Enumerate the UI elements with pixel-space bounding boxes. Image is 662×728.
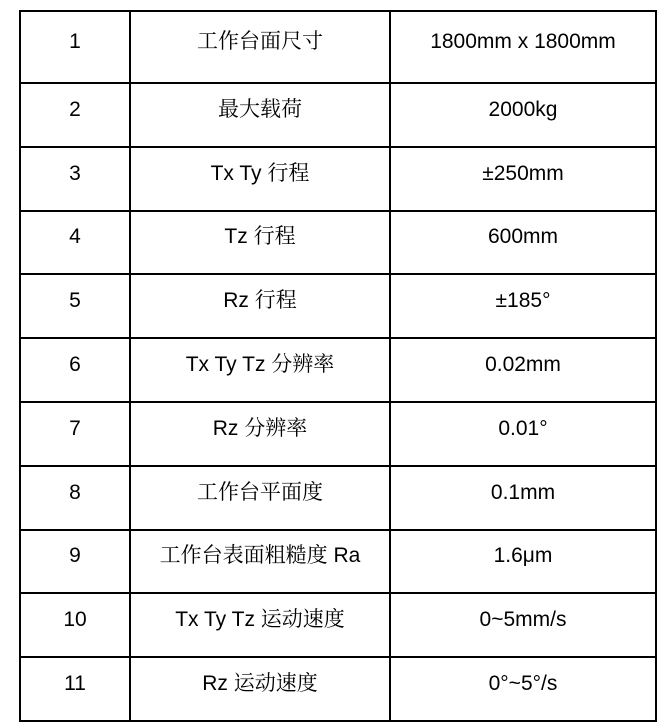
row-number-cell: 9 (20, 530, 130, 594)
row-number-cell: 3 (20, 147, 130, 211)
table-row (20, 530, 656, 594)
spec-name-cell: Tz 行程 (130, 211, 390, 275)
spec-table-body (20, 11, 656, 721)
spec-value-cell: ±185° (390, 274, 656, 338)
spec-name-cell: 工作台表面粗糙度 Ra (130, 530, 390, 594)
spec-value-cell: 1800mm x 1800mm (390, 11, 656, 83)
spec-name-cell: 工作台面尺寸 (130, 11, 390, 83)
table-row (20, 83, 656, 147)
spec-value-cell: 0.1mm (390, 466, 656, 530)
table-row (20, 593, 656, 657)
spec-name-cell: Rz 分辨率 (130, 402, 390, 466)
row-number-cell: 5 (20, 274, 130, 338)
spec-name-cell: 工作台平面度 (130, 466, 390, 530)
spec-value-cell: ±250mm (390, 147, 656, 211)
table-row (20, 11, 656, 83)
spec-value-cell: 2000kg (390, 83, 656, 147)
spec-value-cell: 0~5mm/s (390, 593, 656, 657)
spec-name-cell: Tx Ty Tz 分辨率 (130, 338, 390, 402)
row-number-cell: 10 (20, 593, 130, 657)
table-row (20, 402, 656, 466)
table-row (20, 338, 656, 402)
table-row (20, 274, 656, 338)
spec-value-cell: 0.01° (390, 402, 656, 466)
row-number-cell: 7 (20, 402, 130, 466)
spec-value-cell: 1.6μm (390, 530, 656, 594)
spec-table (19, 10, 657, 722)
row-number-cell: 8 (20, 466, 130, 530)
spec-value-cell: 0°~5°/s (390, 657, 656, 721)
table-row (20, 466, 656, 530)
spec-value-cell: 600mm (390, 211, 656, 275)
spec-name-cell: Tx Ty Tz 运动速度 (130, 593, 390, 657)
row-number-cell: 11 (20, 657, 130, 721)
table-row (20, 147, 656, 211)
row-number-cell: 6 (20, 338, 130, 402)
spec-name-cell: Rz 行程 (130, 274, 390, 338)
spec-name-cell: Rz 运动速度 (130, 657, 390, 721)
table-row (20, 211, 656, 275)
row-number-cell: 4 (20, 211, 130, 275)
spec-name-cell: 最大载荷 (130, 83, 390, 147)
spec-name-cell: Tx Ty 行程 (130, 147, 390, 211)
spec-value-cell: 0.02mm (390, 338, 656, 402)
row-number-cell: 1 (20, 11, 130, 83)
row-number-cell: 2 (20, 83, 130, 147)
table-row (20, 657, 656, 721)
